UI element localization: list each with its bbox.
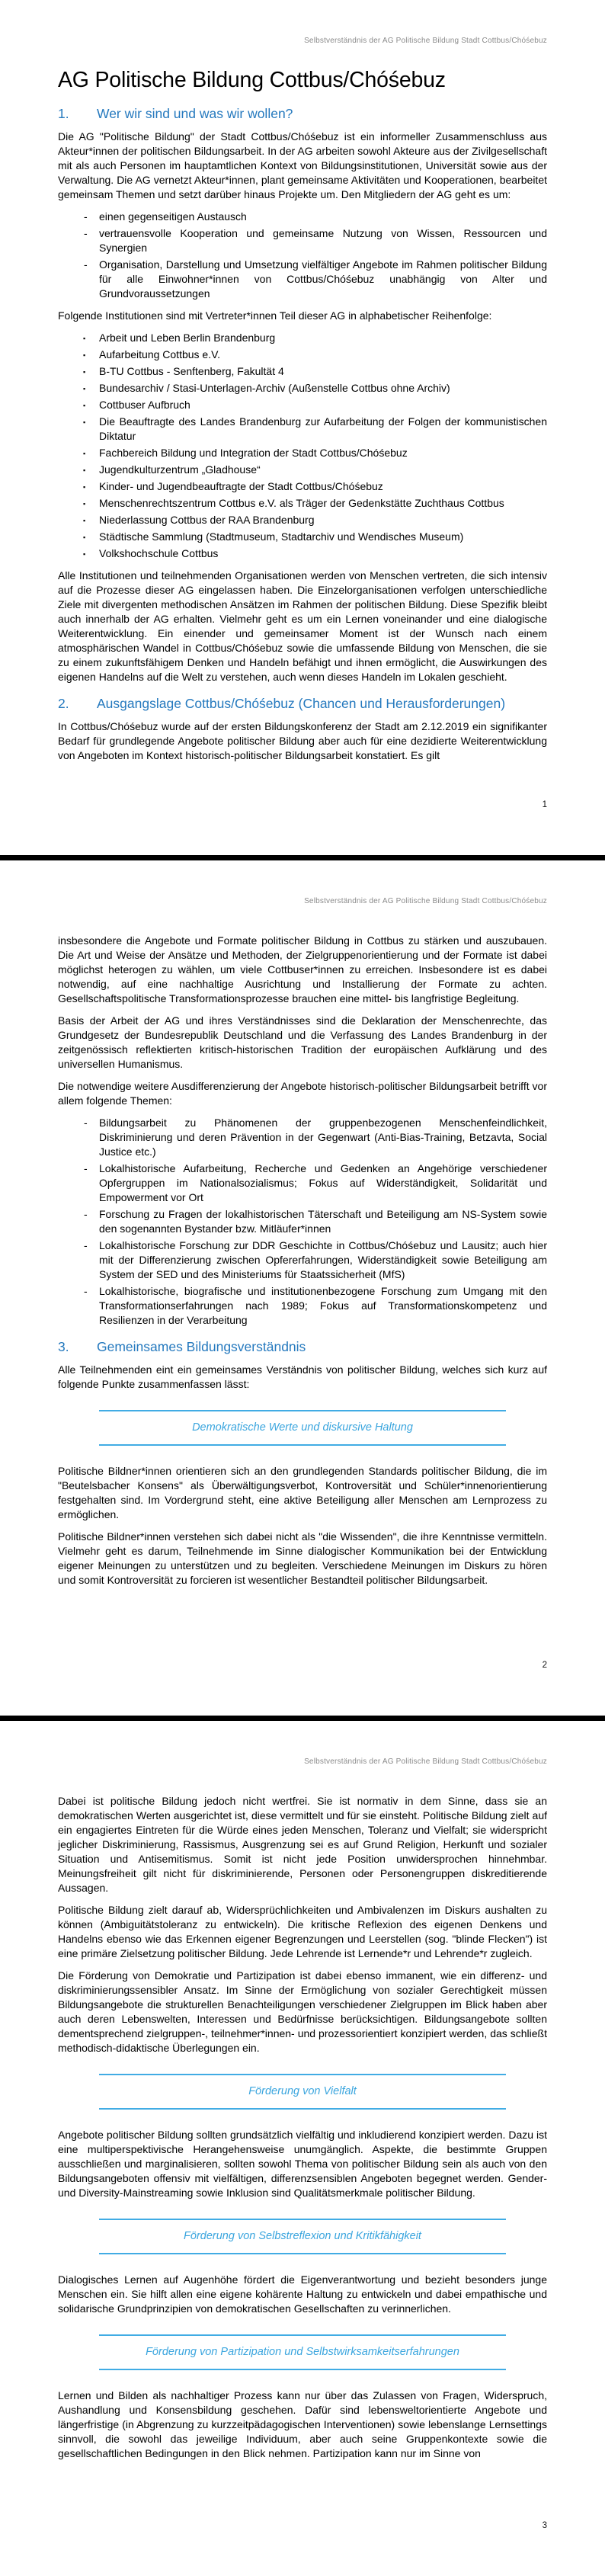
bullet-square-icon: ▪ bbox=[83, 335, 86, 342]
list-item-text: einen gegenseitigen Austausch bbox=[99, 210, 247, 223]
list-item bbox=[58, 446, 547, 460]
page-number: 2 bbox=[542, 1661, 547, 1670]
paragraph-all-institutions: Alle Institutionen und teilnehmenden Organisationen werden von Menschen vertreten, die sich intensiv auf die Prozesse dieser AG eingelassen haben. Die Einzelorganisationen verfolgen unterschiedliche Ziele mit divergenten methodischen Ansätzen im Rahmen der politischen Bildung. Diese Spezifik bleibt auch innerhalb der AG erhalten. Vielmehr geht es um ein Lernen voneinander und eine dialogische Weiterentwicklung. Ein einender und gemeinsamer Moment ist der Wunsch nach einem atmosphärischen Wandel in Cottbus/Chóśebuz sowie die umfassende Bildung von Menschen, die sie zu einem zukunftsfähigem Denken und Handeln befähigt und ihnen ermöglicht, die Auswirkungen des eigenen Handelns auf die Welt zu verstehen, auch wenn dieses Handeln im Lokalen geschieht. bbox=[58, 569, 547, 683]
goals-list bbox=[58, 210, 547, 301]
list-item-text: B-TU Cottbus - Senftenberg, Fakultät 4 bbox=[99, 365, 284, 377]
bullet-dash-icon: - bbox=[84, 1285, 88, 1297]
list-item-text: Jugendkulturzentrum „Gladhouse“ bbox=[99, 463, 261, 476]
page-number: 1 bbox=[542, 800, 547, 809]
bullet-square-icon: ▪ bbox=[83, 500, 86, 508]
paragraph-situation: In Cottbus/Chóśebuz wurde auf der ersten Bildungskonferenz der Stadt am 2.12.2019 ein signifikanter Bedarf für grundlegende Angebote politischer Bildung aber auch für eine dezidierte Weiterentwicklung von Angeboten im Kontext historisch-politischer Bildungsarbeit konstatiert. Es gilt bbox=[58, 720, 547, 761]
list-item bbox=[58, 1284, 547, 1328]
paragraph-understanding-lead: Alle Teilnehmenden eint ein gemeinsames Verständnis von politischer Bildung, welches sich kurz auf folgende Punkte zusammenfassen lässt: bbox=[58, 1363, 547, 1390]
running-header: Selbstverständnis der AG Politische Bildung Stadt Cottbus/Chóśebuz bbox=[304, 897, 547, 905]
list-item-text: Lokalhistorische Forschung zur DDR Geschichte in Cottbus/Chóśebuz und Lausitz; auch hier mit der Differenzierung zwischen Opfererfahrungen, Widerständigkeit sowie Beteiligung am System der SED und des Ministeriums für Staatssicherheit (MfS) bbox=[99, 1239, 547, 1280]
bullet-square-icon: ▪ bbox=[83, 368, 86, 376]
bullet-dash-icon: - bbox=[84, 210, 88, 223]
callout-selbstreflexion: Förderung von Selbstreflexion und Kritikfähigkeit bbox=[99, 2219, 506, 2254]
list-item-text: Fachbereich Bildung und Integration der Stadt Cottbus/Chóśebuz bbox=[99, 447, 408, 459]
bullet-square-icon: ▪ bbox=[83, 533, 86, 541]
list-item-text: Kinder- und Jugendbeauftragte der Stadt Cottbus/Chóśebuz bbox=[99, 480, 383, 492]
bullet-square-icon: ▪ bbox=[83, 402, 86, 409]
paragraph-standards: Politische Bildner*innen orientieren sich an den grundlegenden Standards politischer Bildung, die im "Beutelsbacher Konsens" als Überwältigungsverbot, Kontroversität und Schüler*innenorientierung festgehalten sind. Im Vordergrund steht, eine aktive Beteiligung aller Menschen am Lernprozess zu ermöglichen. bbox=[58, 1465, 547, 1520]
bullet-square-icon: ▪ bbox=[83, 483, 86, 491]
paragraph-dialogue: Politische Bildner*innen verstehen sich dabei nicht als "die Wissenden", die ihre Kenntnisse vermitteln. Vielmehr geht es darum, Teilnehmende im Sinne dialogischer Kommunikation bei der Entwicklung eigener Meinungen zu unterstützen und zu begleiten. Verschiedene Meinungen im Diskurs zu hören und somit Kontroversität zu forcieren ist wesentlicher Bestandteil politischer Bildungsarbeit. bbox=[58, 1530, 547, 1586]
paragraph-partizipation: Lernen und Bilden als nachhaltiger Prozess kann nur über das Zulassen von Fragen, Widerspruch, Aushandlung und Konsensbildung geschehen. Dafür sind lebensweltorientierte Angebote und längerfristige (in Abgrenzung zu kurzzeitpädagogischen Interventionen) sowie lebenslange Lernsettings sinnvoll, die sowohl das jeweilige Individuum, aber auch seine Gruppenkontexte sowie die gesellschaftlichen Bedingungen in den Blick nehmen. Partizipation kann nur im Sinne von bbox=[58, 2389, 547, 2459]
list-item-text: Lokalhistorische, biografische und institutionenbezogene Forschung zum Umgang mit den Transformationserfahrungen nach 1989; Fokus auf Transformationskompetenz und Resilienzen in der Verarbeitung bbox=[99, 1285, 547, 1326]
list-item-text: Niederlassung Cottbus der RAA Brandenburg bbox=[99, 514, 315, 526]
document-title: AG Politische Bildung Cottbus/Chóśebuz bbox=[58, 68, 446, 92]
page-3 bbox=[0, 1721, 605, 2576]
list-item bbox=[58, 496, 547, 511]
list-item-text: Bildungsarbeit zu Phänomenen der gruppenbezogenen Menschenfeindlichkeit, Diskriminierung und deren Prävention in der Gegenwart (Anti-Bias-Training, Betzavta, Social Justice etc.) bbox=[99, 1117, 547, 1158]
paragraph-selbstreflexion: Dialogisches Lernen auf Augenhöhe fördert die Eigenverantwortung und bezieht besonders junge Menschen ein. Sie hilft allen eine eigene kohärente Haltung zu entwickeln und dabei empathische und solidarische Grundprinzipien von demokratischen Gesellschaften zu verinnerlichen. bbox=[58, 2273, 547, 2315]
running-header: Selbstverständnis der AG Politische Bildung Stadt Cottbus/Chóśebuz bbox=[304, 1757, 547, 1766]
list-item bbox=[58, 479, 547, 494]
list-item-text: Die Beauftragte des Landes Brandenburg zur Aufarbeitung der Folgen der kommunistischen Diktatur bbox=[99, 415, 547, 442]
section-heading-1 bbox=[58, 105, 547, 122]
list-item-text: Menschenrechtszentrum Cottbus e.V. als Träger der Gedenkstätte Zuchthaus Cottbus bbox=[99, 497, 504, 509]
bullet-dash-icon: - bbox=[84, 227, 88, 239]
page-2 bbox=[0, 860, 605, 1716]
section-title: Wer wir sind und was wir wollen? bbox=[97, 106, 293, 121]
paragraph-intro: Die AG "Politische Bildung" der Stadt Cottbus/Chóśebuz ist ein informeller Zusammenschluss aus Akteur*innen der politischen Bildungsarbeit. In der AG arbeiten sowohl Akteure aus der Zivilgesellschaft mit als auch Personen im hauptamtlichen Kontext von Bildungsinstitutionen, Universität sowie aus der Verwaltung. Die AG vernetzt Akteur*innen, plant gemeinsame Aktivitäten und Kooperationen, bearbeitet gemeinsam Themen und setzt darüber hinaus Projekte um. Den Mitgliedern der AG geht es um: bbox=[58, 130, 547, 200]
section-heading-2 bbox=[58, 695, 547, 712]
paragraph-basis: Basis der Arbeit der AG und ihres Verständnisses sind die Deklaration der Menschenrechte, das Grundgesetz der Bundesrepublik Deutschland und die Verfassung des Landes Brandenburg in der zeitgenössisch reflektierten kritisch-historischen Tradition der europäischen Aufklärung und des universellen Humanismus. bbox=[58, 1014, 547, 1070]
list-item bbox=[58, 348, 547, 362]
paragraph-continuation: insbesondere die Angebote und Formate politischer Bildung in Cottbus zu stärken und auszubauen. Die Art und Weise der Ansätze und Methoden, der Zielgruppenorientierung und der Formate ist dabei möglichst heterogen zu wählen, um viele Cottbuser*innen zu erreichen. Insbesondere ist es dabei notwendig, auf eine nachhaltige Ausrichtung und Installierung der Formate zu achten. Gesellschaftspolitische Transformationsprozesse brauchen eine mittel- bis langfristige Begleitung. bbox=[58, 934, 547, 1004]
list-item-text: Aufarbeitung Cottbus e.V. bbox=[99, 348, 221, 360]
list-item-text: Städtische Sammlung (Stadtmuseum, Stadtarchiv und Wendisches Museum) bbox=[99, 530, 464, 543]
section-number: 2. bbox=[58, 696, 69, 711]
list-item-text: Organisation, Darstellung und Umsetzung vielfältiger Angebote im Rahmen politischer Bildung für alle Einwohner*innen von Cottbus/Chóśebuz unabhängig von Alter und Grundvoraussetzungen bbox=[99, 258, 547, 300]
bullet-dash-icon: - bbox=[84, 1162, 88, 1174]
section-heading-3 bbox=[58, 1338, 547, 1355]
list-item bbox=[58, 258, 547, 301]
section-title: Gemeinsames Bildungsverständnis bbox=[97, 1339, 306, 1354]
page-1 bbox=[0, 0, 605, 855]
callout-foerderung-vielfalt: Förderung von Vielfalt bbox=[99, 2074, 506, 2110]
list-item-text: Cottbuser Aufbruch bbox=[99, 399, 190, 411]
paragraph-ambiguity: Politische Bildung zielt darauf ab, Widersprüchlichkeiten und Ambivalenzen im Diskurs aushalten zu können (Ambiguitätstoleranz zu entwickeln). Die kritische Reflexion des eigenen Denkens und Handelns ebenso wie das Erkennen eigener Begrenzungen und Leerstellen (sog. "blinde Flecken") ist eine primäre Zielsetzung politischer Bildung. Jede Lehrende ist Lernende*r und Lehrende*r zugleich. bbox=[58, 1904, 547, 1959]
institutions-list bbox=[58, 331, 547, 561]
list-item bbox=[58, 513, 547, 527]
paragraph-institutions-lead: Folgende Institutionen sind mit Vertreter*innen Teil dieser AG in alphabetischer Reihenfolge: bbox=[58, 309, 492, 322]
list-item bbox=[58, 331, 547, 345]
bullet-square-icon: ▪ bbox=[83, 466, 86, 474]
bullet-square-icon: ▪ bbox=[83, 550, 86, 558]
page-number: 3 bbox=[542, 2521, 547, 2530]
list-item-text: Arbeit und Leben Berlin Brandenburg bbox=[99, 332, 276, 344]
running-header: Selbstverständnis der AG Politische Bildung Stadt Cottbus/Chóśebuz bbox=[304, 37, 547, 45]
paragraph-themes-lead: Die notwendige weitere Ausdifferenzierung der Angebote historisch-politischer Bildungsarbeit betrifft vor allem folgende Themen: bbox=[58, 1080, 547, 1107]
list-item bbox=[58, 530, 547, 544]
bullet-square-icon: ▪ bbox=[83, 418, 86, 426]
bullet-dash-icon: - bbox=[84, 1117, 88, 1129]
callout-partizipation: Förderung von Partizipation und Selbstwirksamkeitserfahrungen bbox=[99, 2334, 506, 2370]
list-item-text: Forschung zu Fragen der lokalhistorischen Täterschaft und Beteiligung am NS-System sowie den sogenannten Bystander bzw. Mitläufer*innen bbox=[99, 1208, 547, 1235]
paragraph-normative: Dabei ist politische Bildung jedoch nicht wertfrei. Sie ist normativ in dem Sinne, dass sie an demokratischen Werten ausgerichtet ist, diese vermittelt und für sie einsteht. Politische Bildung zielt auf ein engagiertes Eintreten für die Würde eines jeden Menschen, Toleranz und Vielfalt; sie widerspricht jeglicher Diskriminierung, Rassismus, Ausgrenzung sei es auf Grund Religion, Herkunft und sozialer Situation und Antisemitismus. Somit ist nicht jede Position unwidersprochen hinnehmbar. Meinungsfreiheit gilt nicht für diskriminierende, Personen oder Personengruppen diskreditierende Aussagen. bbox=[58, 1795, 547, 1894]
list-item bbox=[58, 546, 547, 561]
list-item bbox=[58, 364, 547, 379]
list-item bbox=[58, 210, 547, 224]
list-item bbox=[58, 415, 547, 444]
list-item bbox=[58, 1161, 547, 1205]
themes-list bbox=[58, 1116, 547, 1328]
section-number: 3. bbox=[58, 1339, 69, 1354]
list-item bbox=[58, 1116, 547, 1159]
bullet-square-icon: ▪ bbox=[83, 517, 86, 524]
list-item-text: Lokalhistorische Aufarbeitung, Recherche und Gedenken an Angehörige verschiedener Opfergruppen im Nationalsozialismus; Fokus auf Widerständigkeit, Solidarität und Empowerment vor Ort bbox=[99, 1162, 547, 1203]
section-title: Ausgangslage Cottbus/Chóśebuz (Chancen und Herausforderungen) bbox=[97, 696, 506, 711]
list-item bbox=[58, 398, 547, 412]
list-item-text: vertrauensvolle Kooperation und gemeinsame Nutzung von Wissen, Ressourcen und Synergien bbox=[99, 227, 547, 254]
bullet-square-icon: ▪ bbox=[83, 351, 86, 359]
list-item-text: Bundesarchiv / Stasi-Unterlagen-Archiv (Außenstelle Cottbus ohne Archiv) bbox=[99, 382, 450, 394]
bullet-square-icon: ▪ bbox=[83, 450, 86, 457]
bullet-dash-icon: - bbox=[84, 1208, 88, 1220]
list-item bbox=[58, 463, 547, 477]
callout-demokratische-werte: Demokratische Werte und diskursive Haltung bbox=[99, 1410, 506, 1446]
list-item bbox=[58, 226, 547, 255]
paragraph-vielfalt: Angebote politischer Bildung sollten grundsätzlich vielfältig und inkludierend konzipiert werden. Dazu ist eine multiperspektivische Herangehensweise unumgänglich. Aspekte, die bestimmte Gruppen ausschließen und marginalisieren, sollten sowohl Thema von politischer Bildung sein als auch von den Bildungsangeboten offensiv mit vielfältigen, differenzsensiblen Angeboten begegnet werden. Gender- und Diversity-Mainstreaming sowie Inklusion sind Qualitätsmerkmale politischer Bildung. bbox=[58, 2129, 547, 2199]
paragraph-promotion: Die Förderung von Demokratie und Partizipation ist dabei ebenso immanent, wie ein differenz- und diskriminierungssensibler Ansatz. Im Sinne der Ermöglichung von sozialer Gerechtigkeit müssen Bildungsangebote die strukturellen Benachteiligungen verschiedener Zielgruppen im Blick haben aber auch deren Lebenswelten, Interessen und Bedürfnisse berücksichtigen. Bildungsangebote sollten dementsprechend zielgruppen-, teilnehmer*innen- und prozessorientiert konzipiert werden, das schließt methodisch-didaktische Überlegungen ein. bbox=[58, 1969, 547, 2054]
bullet-dash-icon: - bbox=[84, 1239, 88, 1251]
list-item bbox=[58, 1238, 547, 1282]
bullet-square-icon: ▪ bbox=[83, 385, 86, 392]
bullet-dash-icon: - bbox=[84, 258, 88, 271]
list-item-text: Volkshochschule Cottbus bbox=[99, 547, 219, 559]
list-item bbox=[58, 1207, 547, 1236]
section-number: 1. bbox=[58, 106, 69, 121]
list-item bbox=[58, 381, 547, 396]
